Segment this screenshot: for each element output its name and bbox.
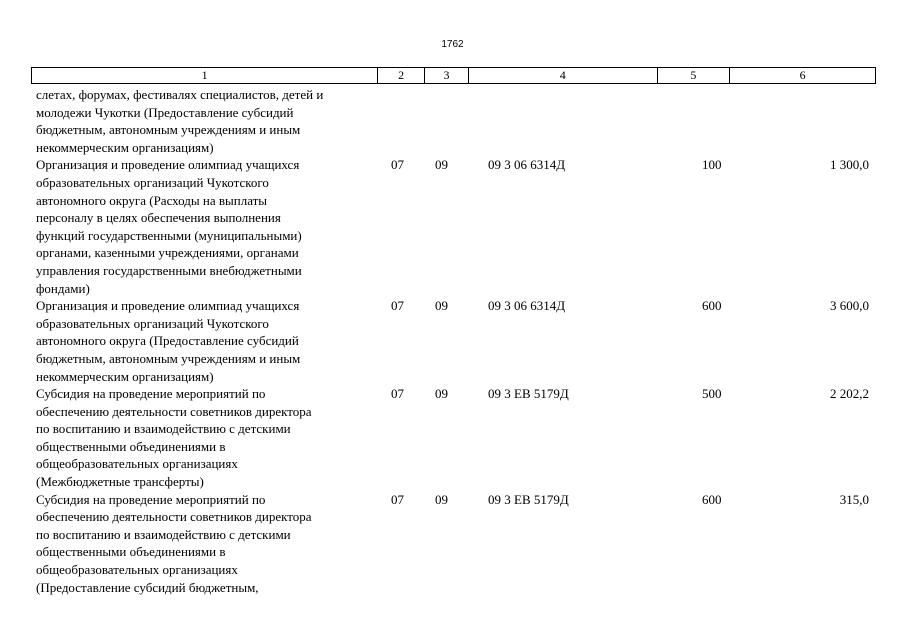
row-section-code: 07 [391, 386, 404, 402]
row-section-code: 07 [391, 157, 404, 173]
header-col-4: 4 [469, 68, 658, 83]
table-row [31, 491, 876, 597]
page-number: 1762 [441, 39, 464, 50]
table-row [31, 297, 876, 385]
table-header-row [31, 67, 876, 84]
row-amount: 315,0 [839, 491, 869, 507]
header-col-6: 6 [799, 68, 806, 82]
row-section-code: 07 [391, 298, 404, 314]
row-expense-type: 600 [702, 298, 722, 314]
row-target-article: 09 3 06 6314Д [488, 298, 566, 314]
table-row [31, 385, 876, 491]
row-expense-type [658, 86, 731, 156]
row-description: Организация и проведение олимпиад учащихся образовательных организаций Чукотского автономного округа (Предоставление субсидий бюджетным, автономным учреждениям и иным некоммерческим организациям) [36, 298, 301, 384]
table-row [31, 86, 876, 156]
row-description: Организация и проведение олимпиад учащихся образовательных организаций Чукотского автономного округа (Расходы на выплаты персоналу в целях обеспечения выполнения функций государственными (муниципальными) органами, казенными учреждениями, органами управления государственными внебюджетными фондами) [36, 157, 302, 296]
row-subsection-code: 09 [435, 298, 448, 314]
header-col-2: 2 [378, 68, 425, 83]
row-description: Субсидия на проведение мероприятий по обеспечению деятельности советников директора по воспитанию и взаимодействию с детскими общественными объединениями в общеобразовательных организациях (Межбюджетные трансферты) [36, 386, 312, 490]
row-target-article: 09 3 ЕВ 5179Д [488, 491, 569, 507]
row-expense-type: 600 [702, 491, 722, 507]
row-subsection-code [425, 86, 469, 156]
header-col-3: 3 [425, 68, 469, 83]
row-amount [731, 86, 876, 156]
header-col-1: 1 [32, 68, 378, 83]
row-amount: 1 300,0 [830, 157, 869, 173]
row-description: слетах, форумах, фестивалях специалистов, детей и молодежи Чукотки (Предоставление субсидий бюджетным, автономным учреждениям и иным некоммерческим организациям) [36, 87, 324, 155]
row-amount: 3 600,0 [830, 298, 869, 314]
row-section-code: 07 [391, 491, 404, 507]
row-expense-type: 100 [702, 157, 722, 173]
row-expense-type: 500 [702, 386, 722, 402]
header-col-5: 5 [658, 68, 731, 83]
table-row [31, 156, 876, 297]
row-subsection-code: 09 [435, 157, 448, 173]
row-description: Субсидия на проведение мероприятий по обеспечению деятельности советников директора по воспитанию и взаимодействию с детскими общественными объединениями в общеобразовательных организациях (Предоставление субсидий бюджетным, [36, 491, 312, 595]
row-target-article: 09 3 ЕВ 5179Д [488, 386, 569, 402]
row-subsection-code: 09 [435, 491, 448, 507]
row-section-code [378, 86, 425, 156]
row-amount: 2 202,2 [830, 386, 869, 402]
row-target-article [469, 86, 658, 156]
row-target-article: 09 3 06 6314Д [488, 157, 566, 173]
table-body [31, 86, 876, 596]
row-subsection-code: 09 [435, 386, 448, 402]
